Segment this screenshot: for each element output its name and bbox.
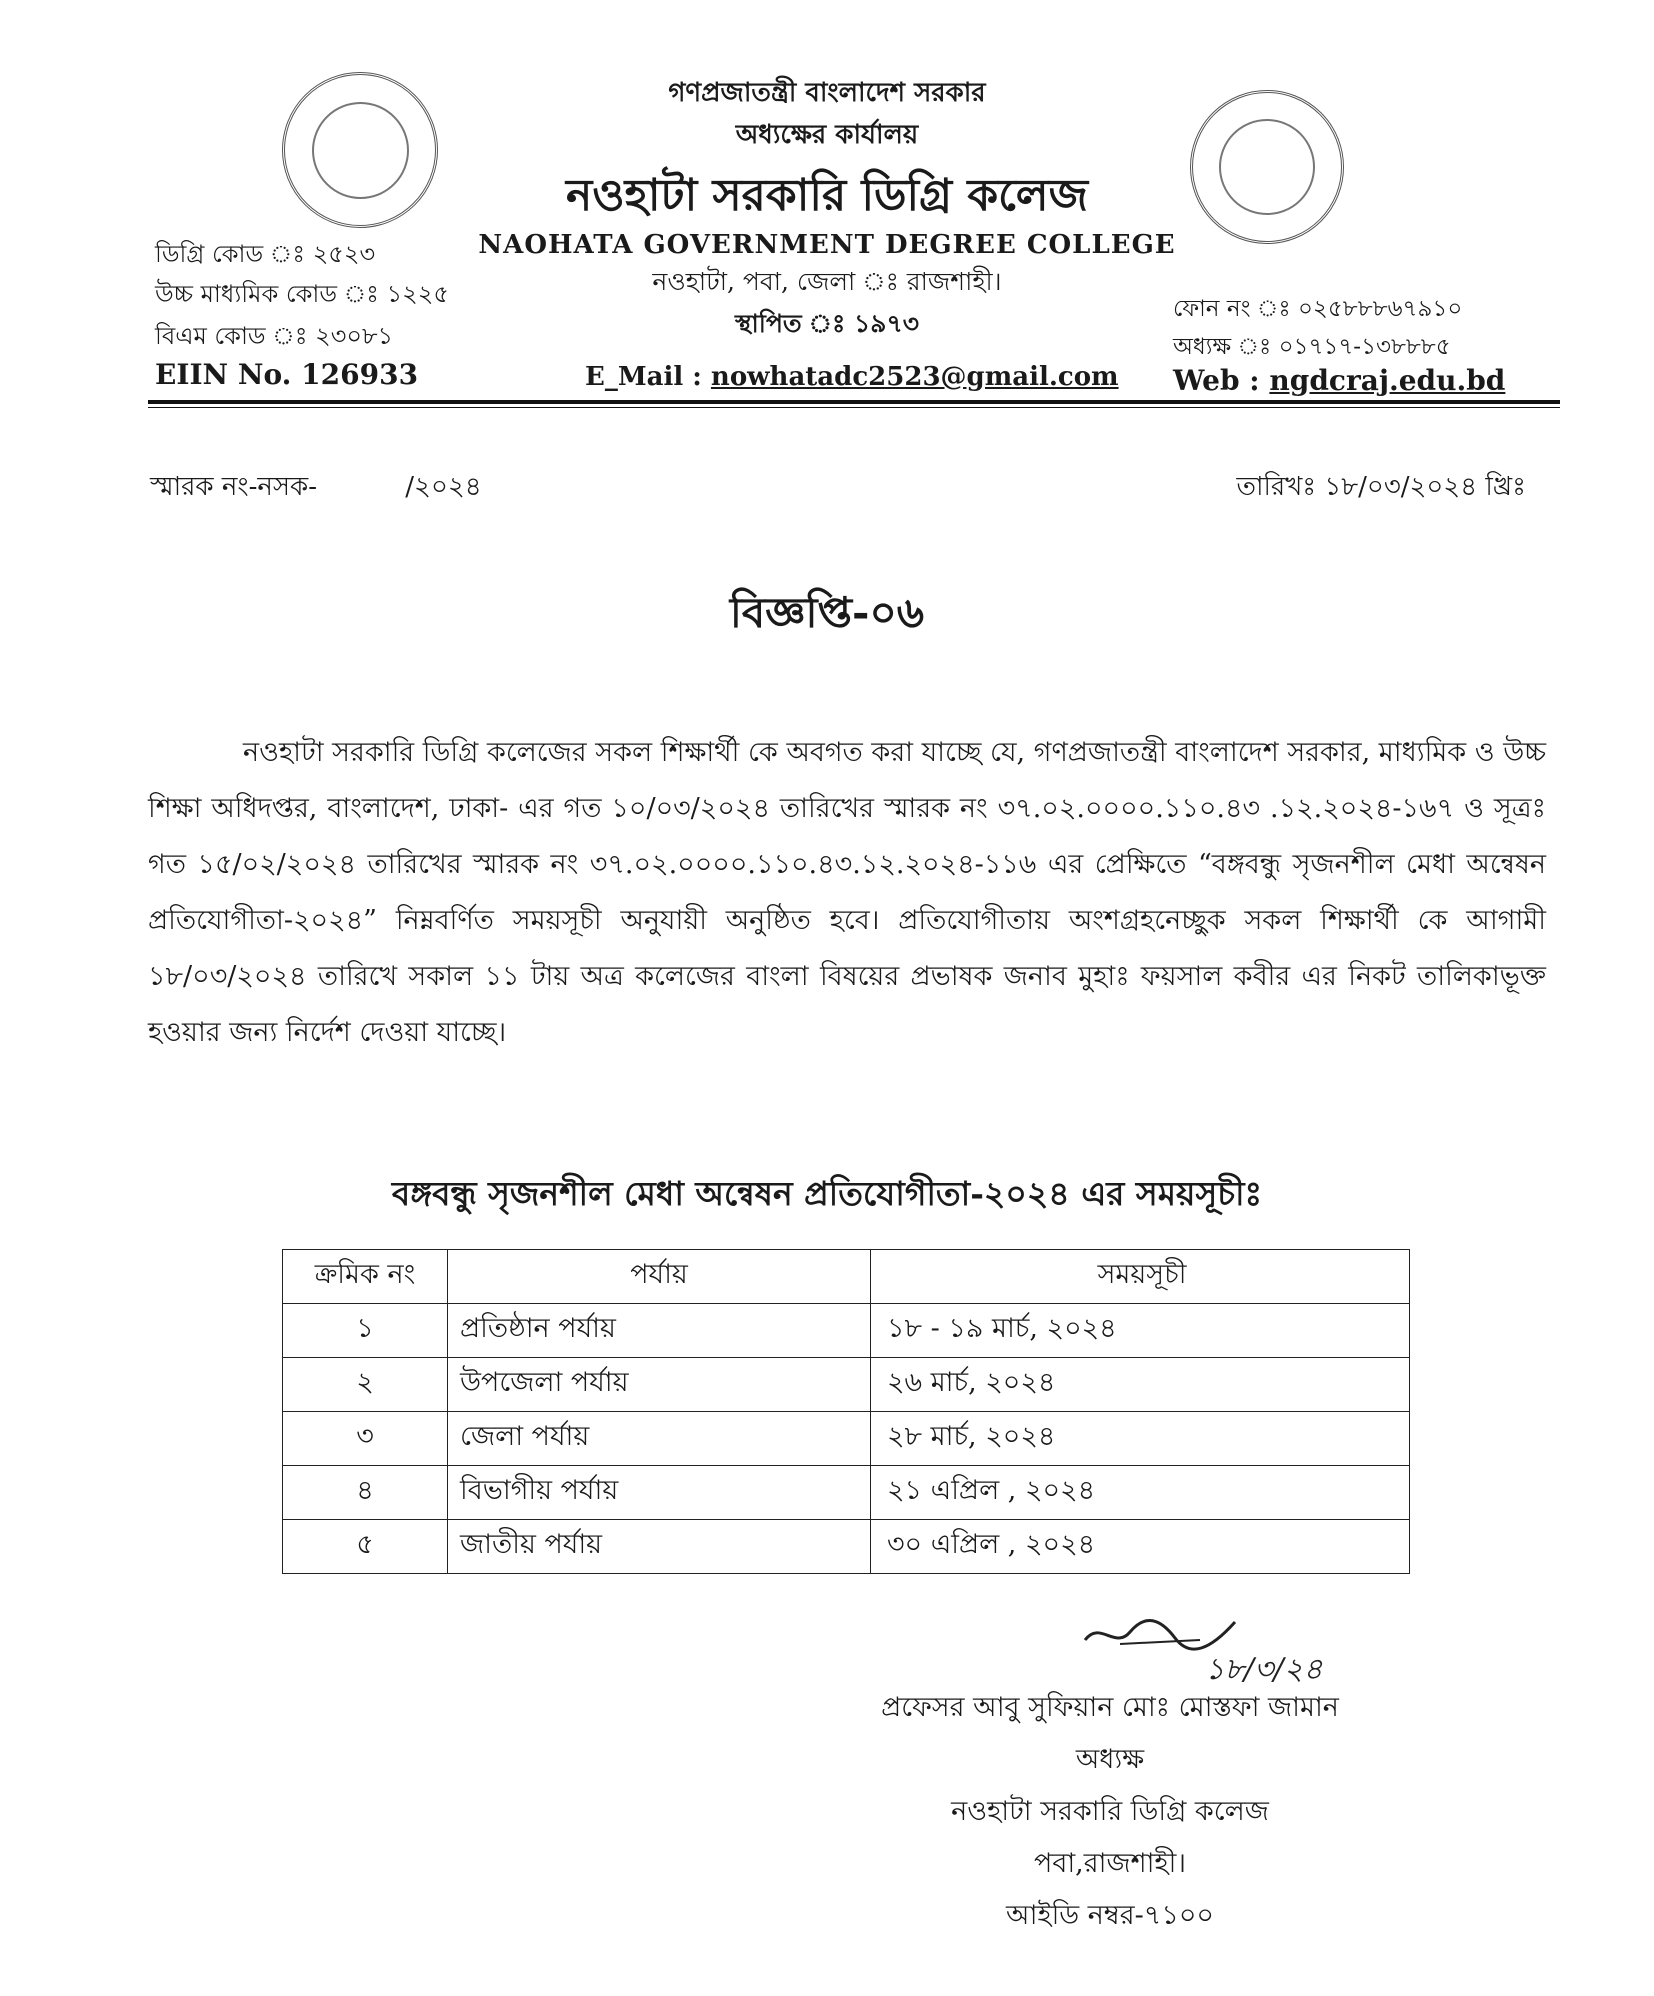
principal-phone: অধ্যক্ষ ঃ ০১৭১৭-১৩৮৮৮৫ [1173,334,1451,360]
bm-code: বিএম কোড ঃ ২৩০৮১ [155,322,394,350]
memo-number [150,466,482,510]
schedule-table [282,1249,1410,1574]
row-serial: ২ [283,1358,448,1412]
govt-title: গণপ্রজাতন্ত্রী বাংলাদেশ সরকার [668,78,986,108]
header-serial: ক্রমিক নং [283,1250,448,1304]
notice-body [148,725,1546,1061]
header-level: পর্যায় [448,1250,871,1304]
degree-code: ডিগ্রি কোড ঃ ২৫২৩ [155,240,376,268]
row-level: বিভাগীয় পর্যায় [448,1466,871,1520]
established-year: স্থাপিত ঃ ১৯৭৩ [735,309,919,338]
eiin-number: EIIN No. 126933 [155,358,419,391]
web-label: Web : [1173,364,1260,397]
college-name-en: NAOHATA GOVERNMENT DEGREE COLLEGE [478,230,1176,260]
phone-number: ফোন নং ঃ ০২৫৮৮৮৬৭৯১০ [1173,296,1463,322]
row-date: ২১ এপ্রিল , ২০২৪ [871,1466,1410,1520]
signatory-block [860,1682,1360,1942]
header-rule [148,400,1560,404]
row-serial: ১ [283,1304,448,1358]
row-date: ৩০ এপ্রিল , ২০২৪ [871,1520,1410,1574]
web-link[interactable]: ngdcraj.edu.bd [1269,364,1506,397]
signatory-name: প্রফেসর আবু সুফিয়ান মোঃ মোস্তফা জামান [881,1692,1339,1723]
table-row [283,1412,1410,1466]
table-row [283,1520,1410,1574]
signatory-place: পবা,রাজশাহী। [1034,1848,1186,1879]
row-date: ১৮ - ১৯ মার্চ, ২০২৪ [871,1304,1410,1358]
college-name-bn: নওহাটা সরকারি ডিগ্রি কলেজ [566,170,1088,221]
notice-title: বিজ্ঞপ্তি-০৬ [729,588,925,637]
row-date: ২৬ মার্চ, ২০২৪ [871,1358,1410,1412]
row-date: ২৮ মার্চ, ২০২৪ [871,1412,1410,1466]
notice-date: তারিখঃ ১৮/০৩/২০২৪ খ্রিঃ [1236,472,1526,502]
row-serial: ৩ [283,1412,448,1466]
row-serial: ৫ [283,1520,448,1574]
memo-year: /২০২৪ [405,472,482,502]
signatory-designation: অধ্যক্ষ [1075,1744,1145,1775]
memo-label: স্মারক নং-নসক- [150,472,318,502]
schedule-title: বঙ্গবন্ধু সৃজনশীল মেধা অন্বেষন প্রতিযোগীতা-২০২৪ এর সময়সূচীঃ [391,1174,1263,1213]
email-line [585,362,1119,392]
email-label: E_Mail : [585,362,702,392]
header-rule-thin [148,407,1560,408]
row-serial: ৪ [283,1466,448,1520]
row-level: উপজেলা পর্যায় [448,1358,871,1412]
college-address: নওহাটা, পবা, জেলা ঃ রাজশাহী। [652,267,1002,296]
hsc-code: উচ্চ মাধ্যমিক কোড ঃ ১২২৫ [155,280,449,308]
header-date: সময়সূচী [871,1250,1410,1304]
table-row [283,1304,1410,1358]
signatory-college: নওহাটা সরকারি ডিগ্রি কলেজ [951,1796,1269,1827]
notice-paragraph: নওহাটা সরকারি ডিগ্রি কলেজের সকল শিক্ষার্থী কে অবগত করা যাচ্ছে যে, গণপ্রজাতন্ত্রী বাংলাদেশ সরকার, মাধ্যমিক ও উচ্চ শিক্ষা অধিদপ্তর, বাংলাদেশ, ঢাকা- এর গত ১০/০৩/২০২৪ তারিখের স্মারক নং ৩৭.০২.০০০০.১১০.৪৩ .১২.২০২৪-১৬৭ ও সূত্রঃ গত ১৫/০২/২০২৪ তারিখের স্মারক নং ৩৭.০২.০০০০.১১০.৪৩.১২.২০২৪-১১৬ এর প্রেক্ষিতে “বঙ্গবন্ধু সৃজনশীল মেধা অন্বেষন প্রতিযোগীতা-২০২৪” নিম্নবর্ণিত সময়সূচী অনুযায়ী অনুষ্ঠিত হবে। প্রতিযোগীতায় অংশগ্রহনেচ্ছুক সকল শিক্ষার্থী কে আগামী ১৮/০৩/২০২৪ তারিখে সকাল ১১ টায় অত্র কলেজের বাংলা বিষয়ের প্রভাষক জনাব মুহাঃ ফয়সাল কবীর এর নিকট তালিকাভূক্ত হওয়ার জন্য নির্দেশ দেওয়া যাচ্ছে। [148,737,1546,1048]
signature-date: ১৮/৩/২৪ [1205,1652,1323,1687]
row-level: প্রতিষ্ঠান পর্যায় [448,1304,871,1358]
table-header-row [283,1250,1410,1304]
table-row [283,1466,1410,1520]
row-level: জেলা পর্যায় [448,1412,871,1466]
office-title: অধ্যক্ষের কার্যালয় [735,120,919,150]
signatory-id: আইডি নম্বর-৭১০০ [1006,1900,1214,1931]
row-level: জাতীয় পর্যায় [448,1520,871,1574]
web-line [1173,364,1505,397]
table-row [283,1358,1410,1412]
email-link[interactable]: nowhatadc2523@gmail.com [710,362,1119,392]
